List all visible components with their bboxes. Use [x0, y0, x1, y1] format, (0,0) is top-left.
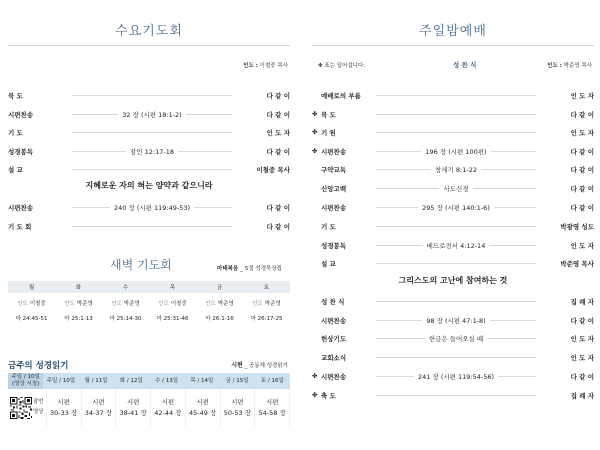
standing-note: ✤ 표는 일어섭니다.: [318, 63, 366, 69]
wednesday-row-leader-name: 다 같 이: [266, 91, 290, 100]
wednesday-row-content: 32 장 (시편 18:1-2): [118, 110, 185, 119]
bible-reading-note-text: _ 공동체 성경읽기: [244, 363, 288, 369]
sunday-row-label-text: 구약교독: [321, 165, 347, 174]
sunday-row: [312, 163, 594, 175]
dawn-leader-name: 박준영: [123, 301, 140, 307]
sunday-row-leader-name: 인 도 자: [570, 128, 594, 137]
reading-chapters: 38-41 장: [119, 409, 147, 417]
sunday-row-label-text: 기 도: [321, 222, 336, 231]
sunday-row: [312, 126, 594, 138]
dawn-leader-name: 박준영: [264, 301, 281, 307]
reading-book: 시편: [231, 397, 244, 406]
sunday-row: [312, 351, 594, 363]
dawn-scripture: 마 25:14-30: [109, 316, 142, 322]
standing-mark: ✤: [312, 372, 318, 380]
wednesday-row-leader-name: 다 같 이: [266, 147, 290, 156]
dawn-scripture: 마 25:31-46: [156, 316, 189, 322]
sunday-row-label-text: 시편찬송: [321, 203, 347, 212]
sunday-row-label-text: 시편찬송: [321, 147, 347, 156]
sunday-row-content: 295 장 (시편 140:1-6): [418, 203, 494, 212]
sunday-row-label-text: 신앙고백: [321, 184, 347, 193]
sunday-row-label: [312, 297, 370, 306]
standing-mark: ✤: [312, 128, 318, 136]
dawn-leader-label: 인도: [111, 301, 122, 307]
sunday-row-leader-name: 다 같 이: [570, 165, 594, 174]
wednesday-row: [8, 126, 290, 138]
sunday-row: [312, 332, 594, 344]
sunday-row: [312, 257, 594, 269]
sunday-row-label: [312, 147, 370, 156]
sunday-row-label: [312, 334, 370, 343]
sunday-row-leader: [370, 389, 542, 401]
sunday-row-leader-name: 다 같 이: [570, 184, 594, 193]
sunday-row-label: [312, 391, 370, 400]
dawn-leader-name: 이철중: [170, 301, 187, 307]
sunday-row-content: 241 장 (시편 119:54-56): [414, 372, 498, 381]
reading-entry: [151, 389, 186, 427]
wednesday-row-leader-name: 다 같 이: [266, 110, 290, 119]
wednesday-row-leader: [66, 89, 238, 101]
standing-mark: ✤: [312, 110, 318, 118]
reading-book: 시편: [92, 397, 105, 406]
standing-mark: ✤: [312, 147, 318, 155]
bible-reading-header: [8, 373, 290, 389]
sunday-row-leader: [370, 257, 542, 269]
dawn-table-body: [8, 293, 290, 322]
reading-book: 시편: [196, 397, 209, 406]
wednesday-row-label: [8, 222, 66, 231]
sunday-row-leader: [370, 239, 542, 251]
wednesday-row-leader-name: 다 같 이: [266, 203, 290, 212]
reading-day-header-line1: 주일 / 10일: [11, 374, 40, 381]
bible-reading-body: [8, 389, 290, 427]
wednesday-officiant-label: 인도 :: [243, 63, 258, 69]
reading-day-header-line1: 목 / 14일: [190, 377, 214, 384]
dawn-day-cell: [8, 293, 55, 322]
sunday-row-leader-name: 인 도 자: [570, 91, 594, 100]
sunday-row-leader: [370, 314, 542, 326]
dawn-leader-label: 인도: [252, 301, 263, 307]
sunday-row: [312, 145, 594, 157]
reading-chapters: 30-33 장: [50, 409, 78, 417]
sunday-row-leader-name: 인 도 자: [570, 241, 594, 250]
sunday-row-label-text: 헌상기도: [321, 334, 347, 343]
wednesday-row: [8, 89, 290, 101]
bible-reading-table: [8, 373, 290, 427]
dawn-day-header: 금: [216, 285, 223, 291]
wednesday-row-label: [8, 91, 66, 100]
dawn-leader-label: 인도: [17, 301, 28, 307]
qr-label-2: 영상: [32, 409, 44, 415]
sunday-row: [312, 108, 594, 120]
sunday-row-leader: [370, 370, 542, 382]
wednesday-row-label-text: 성경봉독: [8, 147, 34, 156]
sunday-evening-officiant-label: 인도 :: [547, 63, 562, 69]
sunday-row: [312, 389, 594, 401]
reading-day-header: [114, 373, 149, 389]
reading-day-header: [79, 373, 114, 389]
sunday-evening-officiant-name: 박준영 목사: [563, 63, 592, 69]
sunday-row-label: [312, 203, 370, 212]
sunday-row-leader-name: 박광영 성도: [560, 222, 594, 231]
sunday-row-label-text: 교회소식: [321, 353, 347, 362]
wednesday-row-label-text: 설 교: [8, 165, 23, 174]
sunday-row-label: [312, 222, 370, 231]
sunday-row-leader: [370, 351, 542, 363]
sunday-row-content: 베드로전서 4:12-14: [423, 241, 490, 250]
sunday-row: [312, 201, 594, 213]
sunday-row-content: 사도신경: [439, 184, 472, 193]
sunday-row-leader: [370, 163, 542, 175]
dawn-table: [8, 281, 290, 322]
sacrament-heading: 성 찬 식: [453, 61, 477, 69]
wednesday-header: [8, 20, 290, 46]
reading-chapters: 50-53 장: [223, 409, 251, 417]
sunday-evening-officiant: [547, 61, 592, 69]
reading-book: 시편: [265, 397, 279, 406]
dawn-day-cell: [55, 293, 102, 322]
sunday-row-leader-name: 집 례 자: [570, 391, 594, 400]
wednesday-officiant: [243, 61, 288, 69]
sunday-row: [312, 370, 594, 382]
wednesday-sermon-theme: 지혜로운 자의 혀는 양약과 같으니라: [85, 181, 213, 190]
wednesday-row: [8, 220, 290, 232]
reading-entry: [255, 389, 290, 427]
sunday-row: [312, 239, 594, 251]
dawn-day-cell: [243, 293, 290, 322]
sunday-row-label: [312, 241, 370, 250]
dawn-scripture: 마 25:1-13: [64, 316, 93, 322]
reading-day-header: [149, 373, 184, 389]
sunday-row-leader-name: 박준영 목사: [560, 259, 594, 268]
dawn-leader: [17, 299, 46, 307]
reading-chapters: 34-37 장: [84, 409, 112, 417]
sunday-row-leader: [370, 201, 542, 213]
dawn-day-header: 토: [263, 285, 270, 291]
dawn-leader: [64, 299, 93, 307]
sunday-row-leader-name: 다 같 이: [570, 110, 594, 119]
sunday-row: [312, 89, 594, 101]
wednesday-officiant-name: 이철중 목사: [259, 63, 288, 69]
wednesday-row: [8, 163, 290, 175]
sunday-row-leader-name: 인 도 자: [570, 353, 594, 362]
dawn-scripture: 마 26:17-25: [250, 316, 283, 322]
sunday-row-leader-name: 인 도 자: [570, 334, 594, 343]
sunday-row-leader-name: 다 같 이: [570, 316, 594, 325]
sunday-row: [312, 182, 594, 194]
dawn-table-header: [8, 281, 290, 293]
sunday-row: [312, 314, 594, 326]
sunday-row-leader: [370, 145, 542, 157]
sunday-row-label: [312, 353, 370, 362]
sunday-row-label-text: 시편찬송: [321, 316, 347, 325]
reading-book: 시편: [126, 397, 140, 406]
wednesday-row-label: [8, 110, 66, 119]
wednesday-row: [8, 108, 290, 120]
reading-day-header-line1: 금 / 15일: [225, 377, 249, 384]
sunday-row-leader-name: 집 례 자: [570, 297, 594, 306]
dawn-note-text: 5절 성경묵상집: [244, 266, 282, 272]
reading-chapters: 54-58 장: [258, 409, 286, 417]
reading-day-header: [184, 373, 219, 389]
reading-day-header-line1: 토 / 16일: [260, 377, 284, 384]
sunday-row-label: [312, 128, 370, 137]
sunday-row-leader: [370, 108, 542, 120]
reading-day-header: [255, 373, 290, 389]
sunday-row-leader: [370, 295, 542, 307]
dawn-day-header: 목: [169, 285, 176, 291]
qr-code-icon[interactable]: [10, 397, 32, 419]
sunday-row-label: [312, 91, 370, 100]
wednesday-row-leader-name: 이철중 목사: [256, 165, 290, 174]
dawn-leader-label: 인도: [205, 301, 216, 307]
wednesday-row-leader-name: 인 도 자: [266, 128, 290, 137]
reading-entry: [186, 389, 221, 427]
wednesday-row-leader-name: 다 같 이: [266, 222, 290, 231]
wednesday-row-label-text: 시편찬송: [8, 110, 34, 119]
dawn-day-header: 화: [75, 285, 82, 291]
wednesday-row: [8, 201, 290, 213]
dawn-leader-label: 인도: [64, 301, 75, 307]
dawn-leader: [111, 299, 140, 307]
dawn-leader: [205, 299, 234, 307]
sunday-row-label: [312, 372, 370, 381]
dawn-day-cell: [102, 293, 149, 322]
wednesday-row-leader: [66, 201, 238, 213]
dawn-title: 새벽 기도회: [110, 258, 172, 272]
sunday-evening-sermon-theme: 그리스도의 고난에 참여하는 것: [398, 276, 508, 285]
dawn-leader-name: 박준영: [76, 301, 93, 307]
wednesday-row-content: 잠언 12:17-18: [126, 147, 178, 156]
reading-entry: [82, 389, 117, 427]
reading-day-header-line2: (영상 시청): [11, 381, 40, 387]
qr-cell: [8, 389, 47, 427]
sunday-row-leader: [370, 89, 542, 101]
dawn-note-label: 마태복음: [217, 266, 239, 272]
sunday-row-content: 196 장 (시편 100편): [421, 147, 490, 156]
sunday-row-label-text: 예배로의 부름: [321, 91, 361, 100]
dawn-day-header: 월: [28, 285, 35, 291]
wednesday-row-label: [8, 165, 66, 174]
sunday-row-leader: [370, 182, 542, 194]
reading-entry: [221, 389, 256, 427]
sunday-row: [312, 220, 594, 232]
reading-chapters: 42-44 장: [154, 409, 182, 417]
wednesday-title: 수요기도회: [115, 24, 183, 39]
wednesday-row-label-text: 기 도: [8, 128, 23, 137]
sunday-row-leader-name: 다 같 이: [570, 147, 594, 156]
wednesday-row-content: 240 장 (시편 119:49-53): [110, 203, 194, 212]
sunday-row-label: [312, 259, 370, 268]
reading-day-header-line1: 월 / 11일: [84, 377, 108, 384]
wednesday-row-label: [8, 203, 66, 212]
sunday-evening-title: 주일밤예배: [419, 24, 487, 39]
wednesday-row-label-text: 묵 도: [8, 91, 23, 100]
bible-reading-note-label: 시편: [231, 362, 243, 369]
wednesday-row-leader: [66, 108, 238, 120]
dawn-scripture: 마 24:45-51: [15, 316, 48, 322]
sunday-row: [312, 295, 594, 307]
sunday-row-leader: [370, 126, 542, 138]
standing-mark: ✤: [312, 391, 318, 399]
sunday-row-leader-name: 다 같 이: [570, 372, 594, 381]
sunday-row-label-text: 성경봉독: [321, 241, 347, 250]
sunday-row-label: [312, 110, 370, 119]
wednesday-row-label-text: 시편찬송: [8, 203, 34, 212]
dawn-note: [217, 264, 282, 272]
reading-day-header: [220, 373, 255, 389]
sunday-evening-header: [312, 20, 594, 46]
wednesday-row: [8, 145, 290, 157]
wednesday-row-leader: [66, 126, 238, 138]
reading-day-header: [8, 373, 43, 389]
wednesday-title-rule: [8, 45, 290, 46]
qr-labels: [33, 398, 44, 418]
sunday-row-label: [312, 316, 370, 325]
dawn-day-cell: [149, 293, 196, 322]
wednesday-row-leader: [66, 220, 238, 232]
sunday-row-content: 헌금은 들어오실 때: [425, 334, 487, 343]
sunday-row-label-text: 기 원: [321, 128, 336, 137]
dawn-day-cell: [196, 293, 243, 322]
dawn-leader-name: 박준영: [217, 301, 234, 307]
sunday-row-label-text: 설 교: [321, 259, 336, 268]
wednesday-row-label: [8, 147, 66, 156]
bible-reading-title: 금주의 성경읽기: [8, 361, 69, 371]
reading-day-header-line1: 화 / 12일: [119, 377, 143, 384]
reading-entry: [116, 389, 151, 427]
sunday-row-leader: [370, 220, 542, 232]
dawn-day-header: 수: [122, 285, 129, 291]
sunday-row-label-text: 성 찬 식: [321, 297, 345, 306]
sunday-row-content: 창세기 8:1-22: [431, 165, 481, 174]
reading-chapters: 45-49 장: [189, 409, 217, 417]
dawn-leader-label: 인도: [158, 301, 169, 307]
reading-book: 시편: [161, 397, 175, 406]
bible-reading-note: [231, 360, 288, 369]
wednesday-row-leader: [66, 163, 238, 175]
reading-book: 시편: [57, 397, 70, 406]
sunday-row-label: [312, 165, 370, 174]
reading-day-header: [43, 373, 78, 389]
sunday-row-label-text: 축 도: [321, 391, 336, 400]
reading-day-header-line1: 주일 / 10일: [46, 377, 76, 384]
sunday-row-leader-name: 다 같 이: [570, 203, 594, 212]
sunday-row-label: [312, 184, 370, 193]
wednesday-row-label-text: 기 도 회: [8, 222, 32, 231]
dawn-note-blank: _: [240, 266, 243, 272]
sunday-row-label-text: 시편찬송: [321, 372, 347, 381]
wednesday-row-label: [8, 128, 66, 137]
reading-day-header-line1: 수 / 13일: [155, 377, 179, 384]
sunday-row-content: 98 장 (시편 47:1-8): [422, 316, 489, 325]
dawn-scripture: 마 26:1-16: [205, 316, 234, 322]
dawn-leader-name: 이철중: [29, 301, 46, 307]
sunday-evening-title-rule: [312, 45, 594, 46]
wednesday-row-leader: [66, 145, 238, 157]
sunday-row-label-text: 묵 도: [321, 110, 336, 119]
qr-label-1: 잠언: [32, 399, 44, 406]
reading-entry: [47, 389, 82, 427]
dawn-leader: [252, 299, 281, 307]
dawn-leader: [158, 299, 187, 307]
sunday-row-leader: [370, 332, 542, 344]
